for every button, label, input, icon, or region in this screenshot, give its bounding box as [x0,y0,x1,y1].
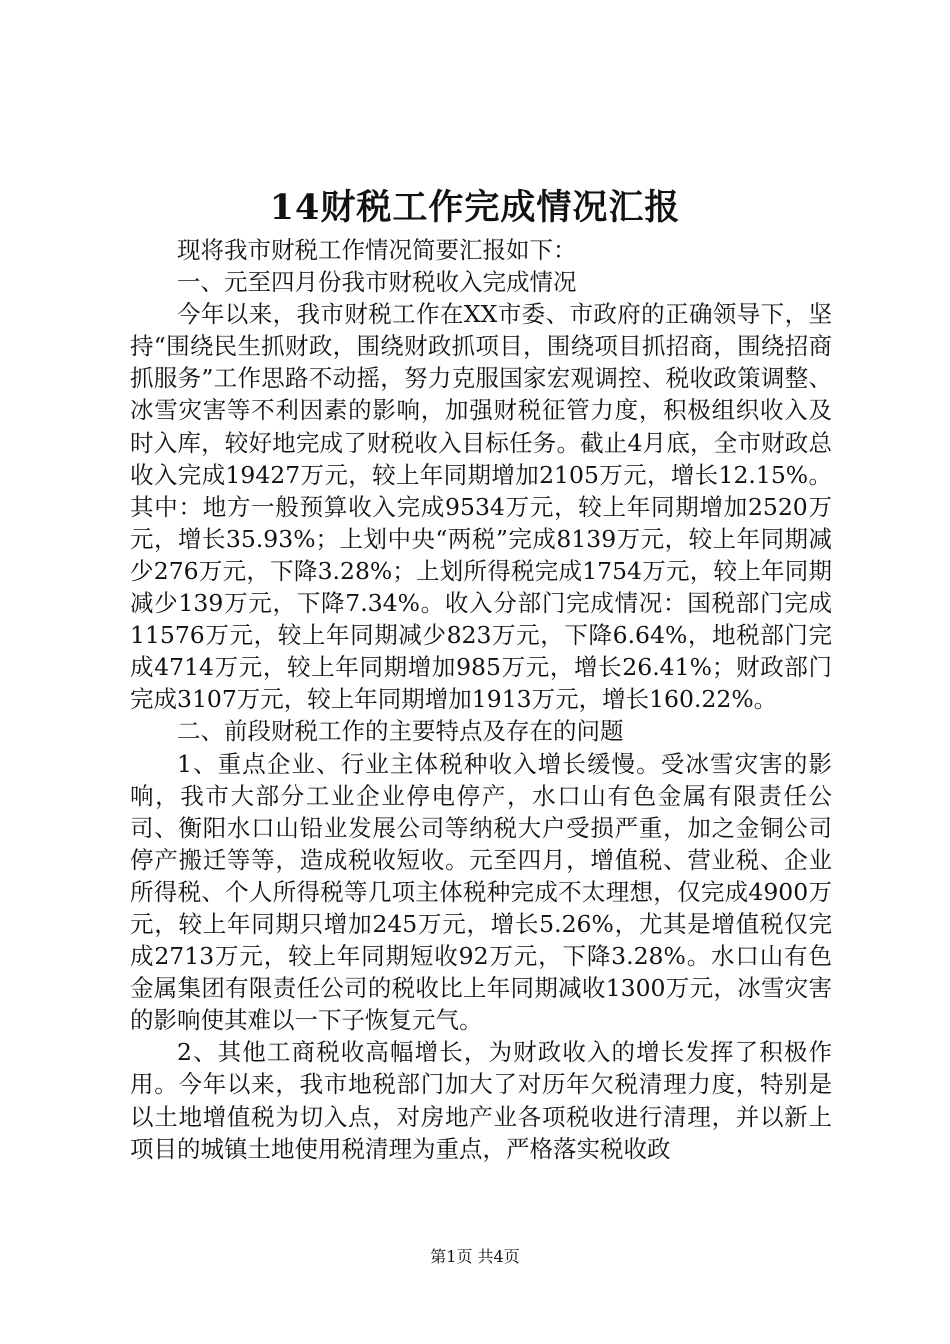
paragraph-revenue: 今年以来，我市财税工作在XX市委、市政府的正确领导下，坚持“围绕民生抓财政，围绕财政抓项目，围绕项目抓招商，围绕招商抓服务”工作思路不动摇，努力克服国家宏观调控、税收政策调整、冰雪灾害等不利因素的影响，加强财税征管力度，积极组织收入及时入库，较好地完成了财税收入目标任务。截止4月底，全市财政总收入完成19427万元，较上年同期增加2105万元，增长12.15%。其中：地方一般预算收入完成9534万元，较上年同期增加2520万元，增长35.93%；上划中央“两税”完成8139万元，较上年同期减少276万元，下降3.28%；上划所得税完成1754万元，较上年同期减少139万元，下降7.34%。收入分部门完成情况：国税部门完成11576万元，较上年同期减少823万元，下降6.64%，地税部门完成4714万元，较上年同期增加985万元，增长26.41%；财政部门完成3107万元，较上年同期增加1913万元，增长160.22%。 [130,300,832,714]
paragraph-point-1: 1、重点企业、行业主体税种收入增长缓慢。受冰雪灾害的影响，我市大部分工业企业停电停产，水口山有色金属有限责任公司、衡阳水口山铅业发展公司等纳税大户受损严重，加之金铜公司停产搬迁等等，造成税收短收。元至四月，增值税、营业税、企业所得税、个人所得税等几项主体税种完成不太理想，仅完成4900万元，较上年同期只增加245万元，增长5.26%，尤其是增值税仅完成2713万元，较上年同期短收92万元，下降3.28%。水口山有色金属集团有限责任公司的税收比上年同期减收1300万元，冰雪灾害的影响使其难以一下子恢复元气。 [130,749,832,1035]
document-title: 14财税工作完成情况汇报 [269,187,681,228]
document-body [130,234,832,1165]
page-number: 第1页 共4页 [430,1247,520,1266]
paragraph-point-2: 2、其他工商税收高幅增长，为财政收入的增长发挥了积极作用。今年以来，我市地税部门加大了对历年欠税清理力度，特别是以土地增值税为切入点，对房地产业各项税收进行清理，并以新上项目的城镇土地使用税清理为重点，严格落实税收政 [130,1038,832,1163]
heading-section-2: 二、前段财税工作的主要特点及存在的问题 [177,717,624,746]
heading-section-1: 一、元至四月份我市财税收入完成情况 [177,268,577,297]
paragraph-intro: 现将我市财税工作情况简要汇报如下： [177,236,577,264]
